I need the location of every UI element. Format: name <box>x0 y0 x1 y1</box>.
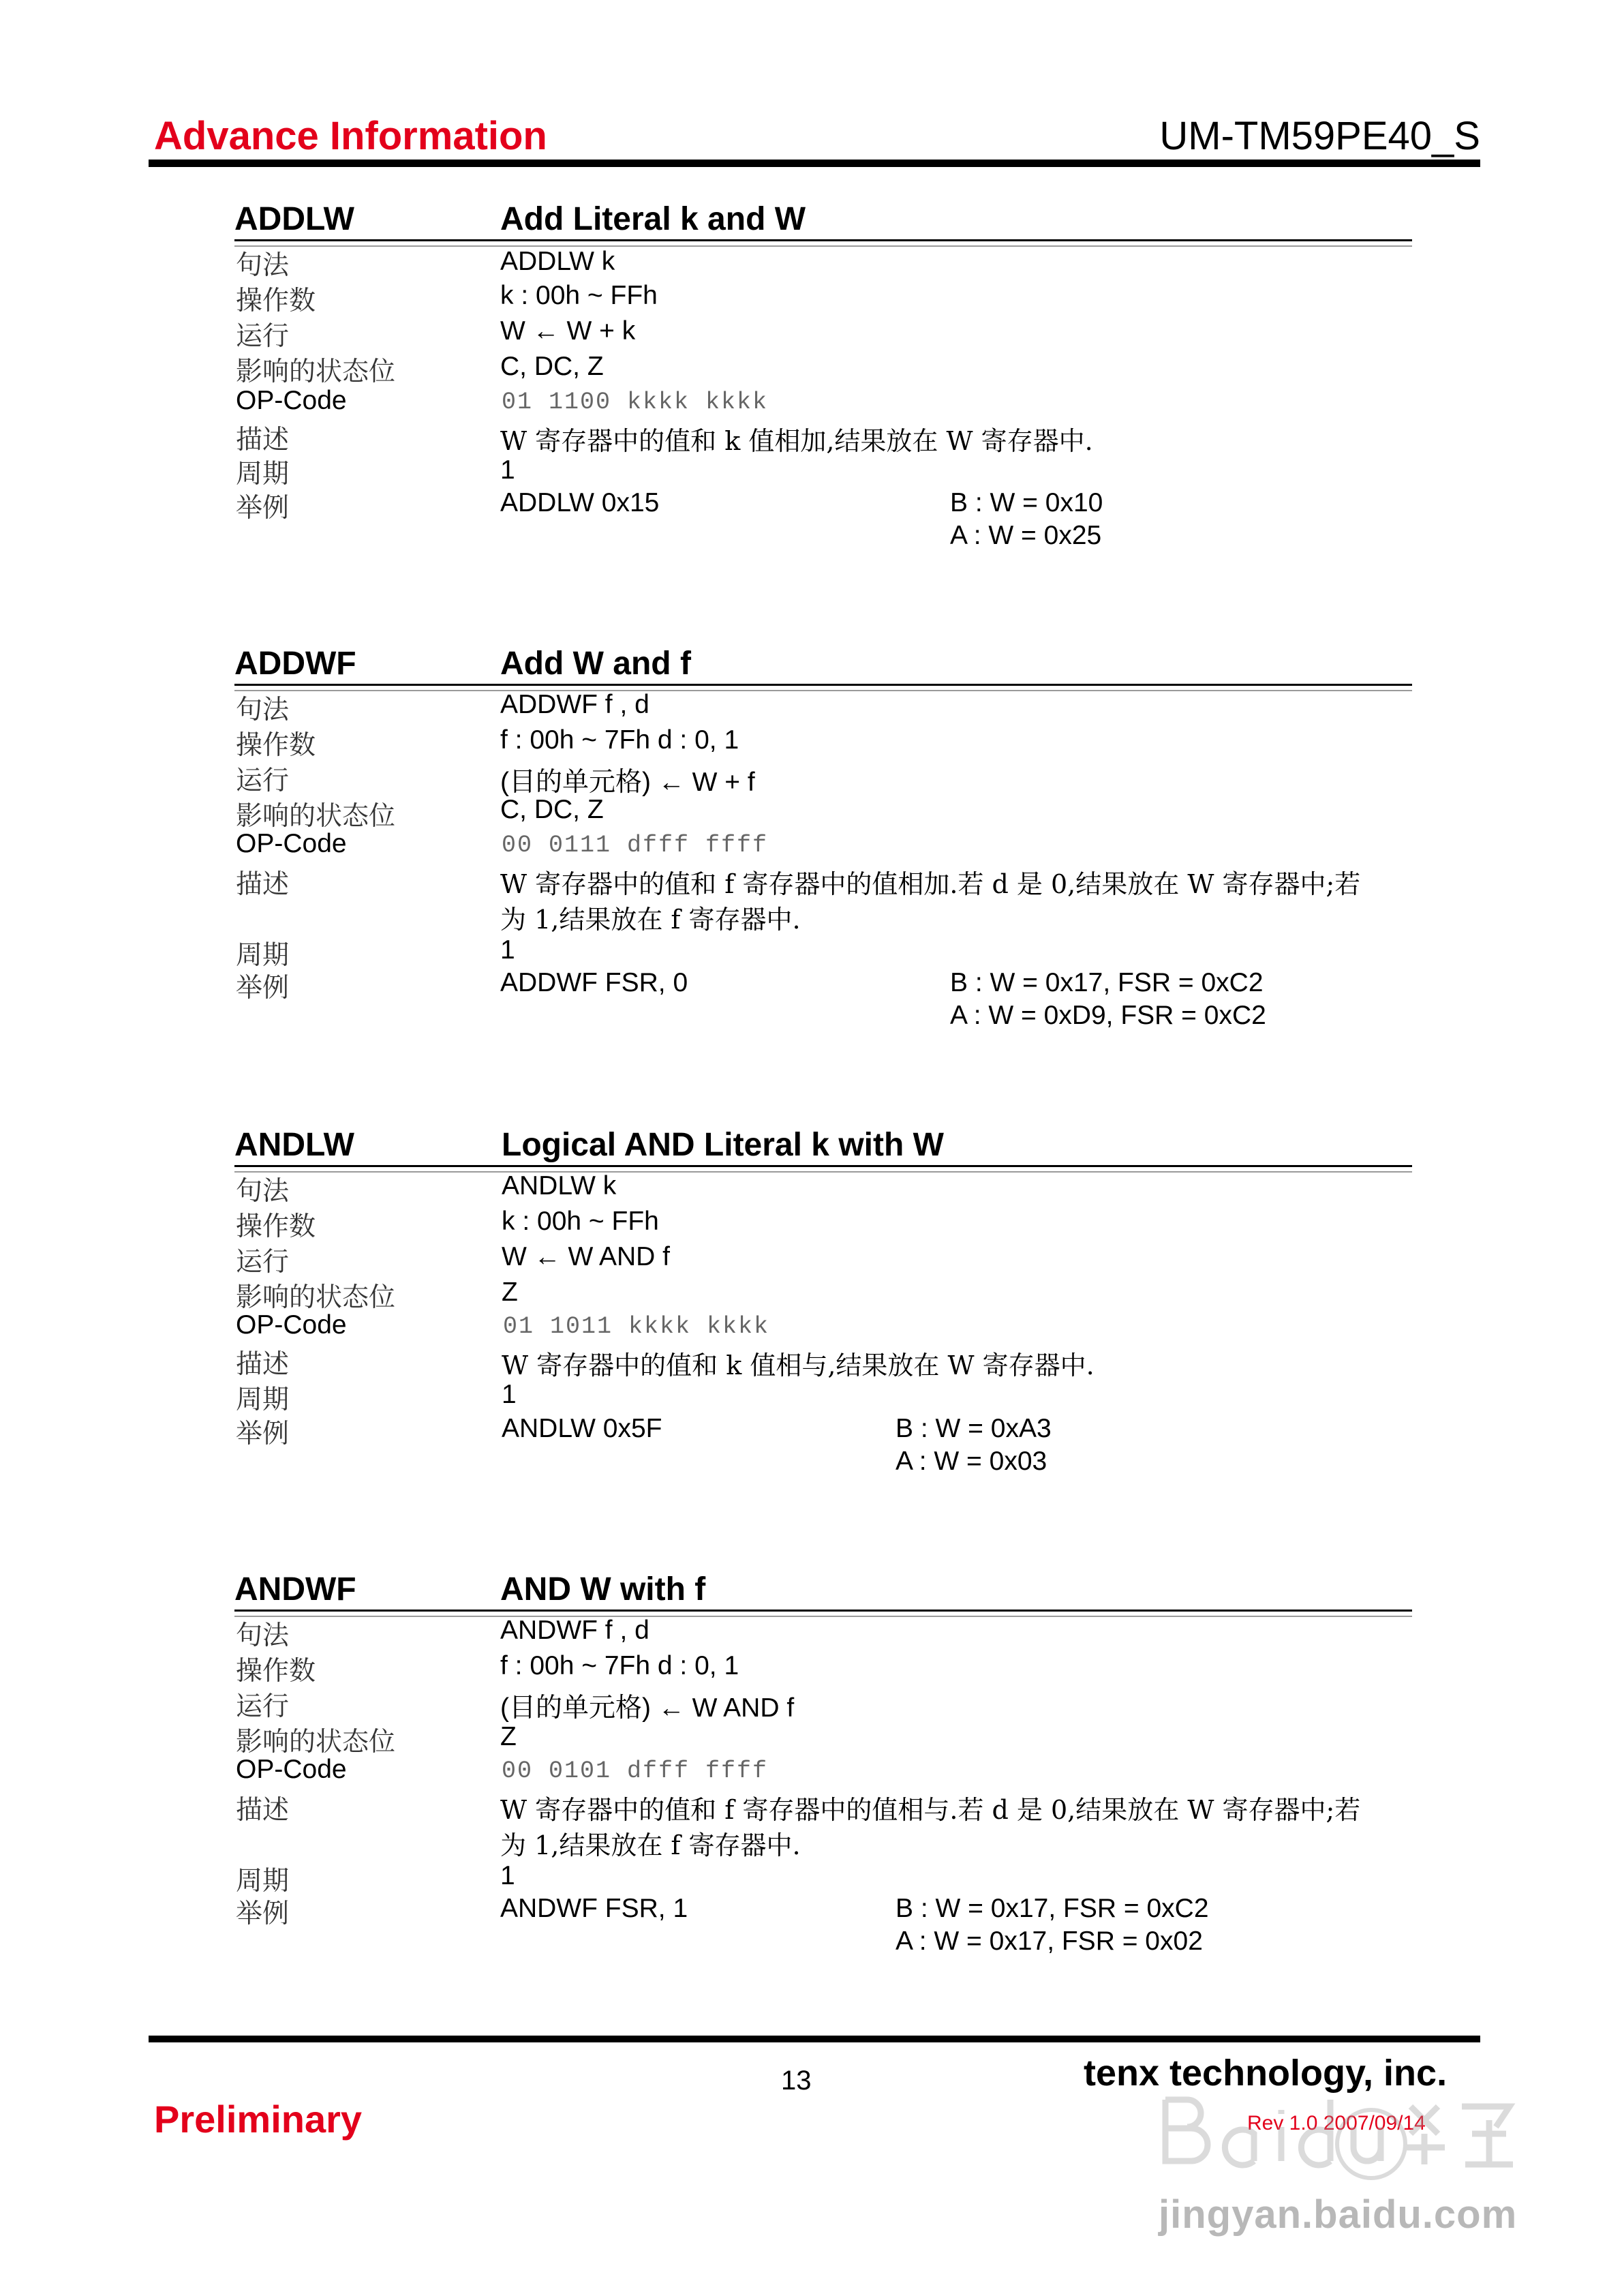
operands-value: f : 00h ~ 7Fh d : 0, 1 <box>500 725 739 755</box>
description-line-2: 为 1,结果放在 f 寄存器中. <box>500 905 801 935</box>
label-cycles: 周期 <box>236 1866 290 1897</box>
opcode-value: 00 0111 dfff ffff <box>502 832 769 859</box>
label-status: 影响的状态位 <box>236 801 396 832</box>
label-syntax: 句法 <box>236 1620 290 1651</box>
opcode-value: 01 1100 kkkk kkkk <box>502 389 769 416</box>
section-title: Logical AND Literal k with W <box>502 1127 944 1163</box>
cycles-value: 1 <box>502 1380 517 1409</box>
cycles-value: 1 <box>500 455 515 485</box>
status-value: C, DC, Z <box>500 795 604 824</box>
label-operands: 操作数 <box>236 730 316 761</box>
label-status: 影响的状态位 <box>236 1282 396 1313</box>
operation-value: W ← W AND f <box>502 1242 670 1271</box>
syntax-value: ADDLW k <box>500 247 615 276</box>
example-value: ADDWF FSR, 0 <box>500 968 688 997</box>
preliminary-label: Preliminary <box>154 2098 363 2141</box>
label-cycles: 周期 <box>236 1385 290 1415</box>
operands-value: f : 00h ~ 7Fh d : 0, 1 <box>500 1651 739 1680</box>
label-syntax: 句法 <box>236 1176 290 1207</box>
example-before: B : W = 0x17, FSR = 0xC2 <box>896 1894 1209 1923</box>
label-opcode: OP-Code <box>236 386 347 415</box>
header-rule <box>149 160 1480 167</box>
status-value: Z <box>502 1278 518 1307</box>
section-mnemonic: ADDWF <box>234 646 356 682</box>
example-before: B : W = 0x10 <box>950 488 1103 517</box>
example-before: B : W = 0x17, FSR = 0xC2 <box>950 968 1264 997</box>
label-status: 影响的状态位 <box>236 357 396 387</box>
operands-value: k : 00h ~ FFh <box>500 281 658 310</box>
label-status: 影响的状态位 <box>236 1727 396 1757</box>
label-description: 描述 <box>236 869 290 900</box>
section-title: Add W and f <box>500 646 691 682</box>
opcode-value: 01 1011 kkkk kkkk <box>503 1313 770 1340</box>
section-mnemonic: ANDWF <box>234 1571 356 1607</box>
description-line-1: W 寄存器中的值和 f 寄存器中的值相加.若 d 是 0,结果放在 W 寄存器中;若 <box>500 869 1361 899</box>
company-name: tenx technology, inc. <box>1084 2053 1448 2094</box>
header-advance-information: Advance Information <box>154 114 547 158</box>
cycles-value: 1 <box>500 1861 515 1890</box>
status-value: Z <box>500 1722 517 1751</box>
section-rule <box>234 1165 1412 1173</box>
footer-rule <box>149 2036 1480 2042</box>
label-operands: 操作数 <box>236 1656 316 1687</box>
label-example: 举例 <box>236 1899 290 1929</box>
operation-value: W ← W + k <box>500 316 636 346</box>
baidu-watermark-logo <box>1152 2079 1533 2188</box>
status-value: C, DC, Z <box>500 352 604 381</box>
example-after: A : W = 0x25 <box>950 521 1102 550</box>
label-example: 举例 <box>236 973 290 1003</box>
label-operation: 运行 <box>236 766 290 796</box>
example-value: ADDLW 0x15 <box>500 488 660 517</box>
section-title: AND W with f <box>500 1571 706 1607</box>
section-rule <box>234 239 1412 247</box>
label-opcode: OP-Code <box>236 1310 347 1340</box>
label-example: 举例 <box>236 493 290 524</box>
label-description: 描述 <box>236 425 290 455</box>
description-line-1: W 寄存器中的值和 k 值相与,结果放在 W 寄存器中. <box>502 1350 1095 1380</box>
label-syntax: 句法 <box>236 695 290 725</box>
example-value: ANDLW 0x5F <box>502 1414 662 1443</box>
label-description: 描述 <box>236 1349 290 1380</box>
example-after: A : W = 0x17, FSR = 0x02 <box>896 1927 1203 1956</box>
label-operands: 操作数 <box>236 1211 316 1242</box>
page-number: 13 <box>781 2066 812 2096</box>
watermark-url: jingyan.baidu.com <box>1159 2192 1518 2237</box>
cycles-value: 1 <box>500 935 515 965</box>
revision-date: Rev 1.0 2007/09/14 <box>1247 2112 1426 2134</box>
section-title: Add Literal k and W <box>500 201 806 237</box>
syntax-value: ANDLW k <box>502 1171 617 1200</box>
label-cycles: 周期 <box>236 459 290 489</box>
description-line-1: W 寄存器中的值和 k 值相加,结果放在 W 寄存器中. <box>500 426 1093 456</box>
label-operation: 运行 <box>236 321 290 352</box>
syntax-value: ANDWF f , d <box>500 1616 649 1645</box>
operation-value: (目的单元格) ← W + f <box>500 768 755 797</box>
example-after: A : W = 0x03 <box>896 1447 1047 1476</box>
label-operands: 操作数 <box>236 286 316 316</box>
section-rule <box>234 684 1412 691</box>
header-document-id: UM-TM59PE40_S <box>1159 114 1480 158</box>
description-line-2: 为 1,结果放在 f 寄存器中. <box>500 1830 801 1860</box>
syntax-value: ADDWF f , d <box>500 690 649 719</box>
label-description: 描述 <box>236 1795 290 1826</box>
label-operation: 运行 <box>236 1247 290 1278</box>
operation-value: (目的单元格) ← W AND f <box>500 1693 795 1723</box>
section-rule <box>234 1610 1412 1617</box>
example-value: ANDWF FSR, 1 <box>500 1894 688 1923</box>
label-cycles: 周期 <box>236 940 290 971</box>
example-before: B : W = 0xA3 <box>896 1414 1052 1443</box>
description-line-1: W 寄存器中的值和 f 寄存器中的值相与.若 d 是 0,结果放在 W 寄存器中;若 <box>500 1795 1361 1825</box>
label-syntax: 句法 <box>236 250 290 281</box>
section-mnemonic: ANDLW <box>234 1127 354 1163</box>
label-operation: 运行 <box>236 1691 290 1722</box>
label-opcode: OP-Code <box>236 829 347 858</box>
label-example: 举例 <box>236 1419 290 1449</box>
example-after: A : W = 0xD9, FSR = 0xC2 <box>950 1001 1266 1030</box>
operands-value: k : 00h ~ FFh <box>502 1207 659 1236</box>
opcode-value: 00 0101 dfff ffff <box>502 1757 769 1785</box>
section-mnemonic: ADDLW <box>234 201 354 237</box>
label-opcode: OP-Code <box>236 1755 347 1784</box>
